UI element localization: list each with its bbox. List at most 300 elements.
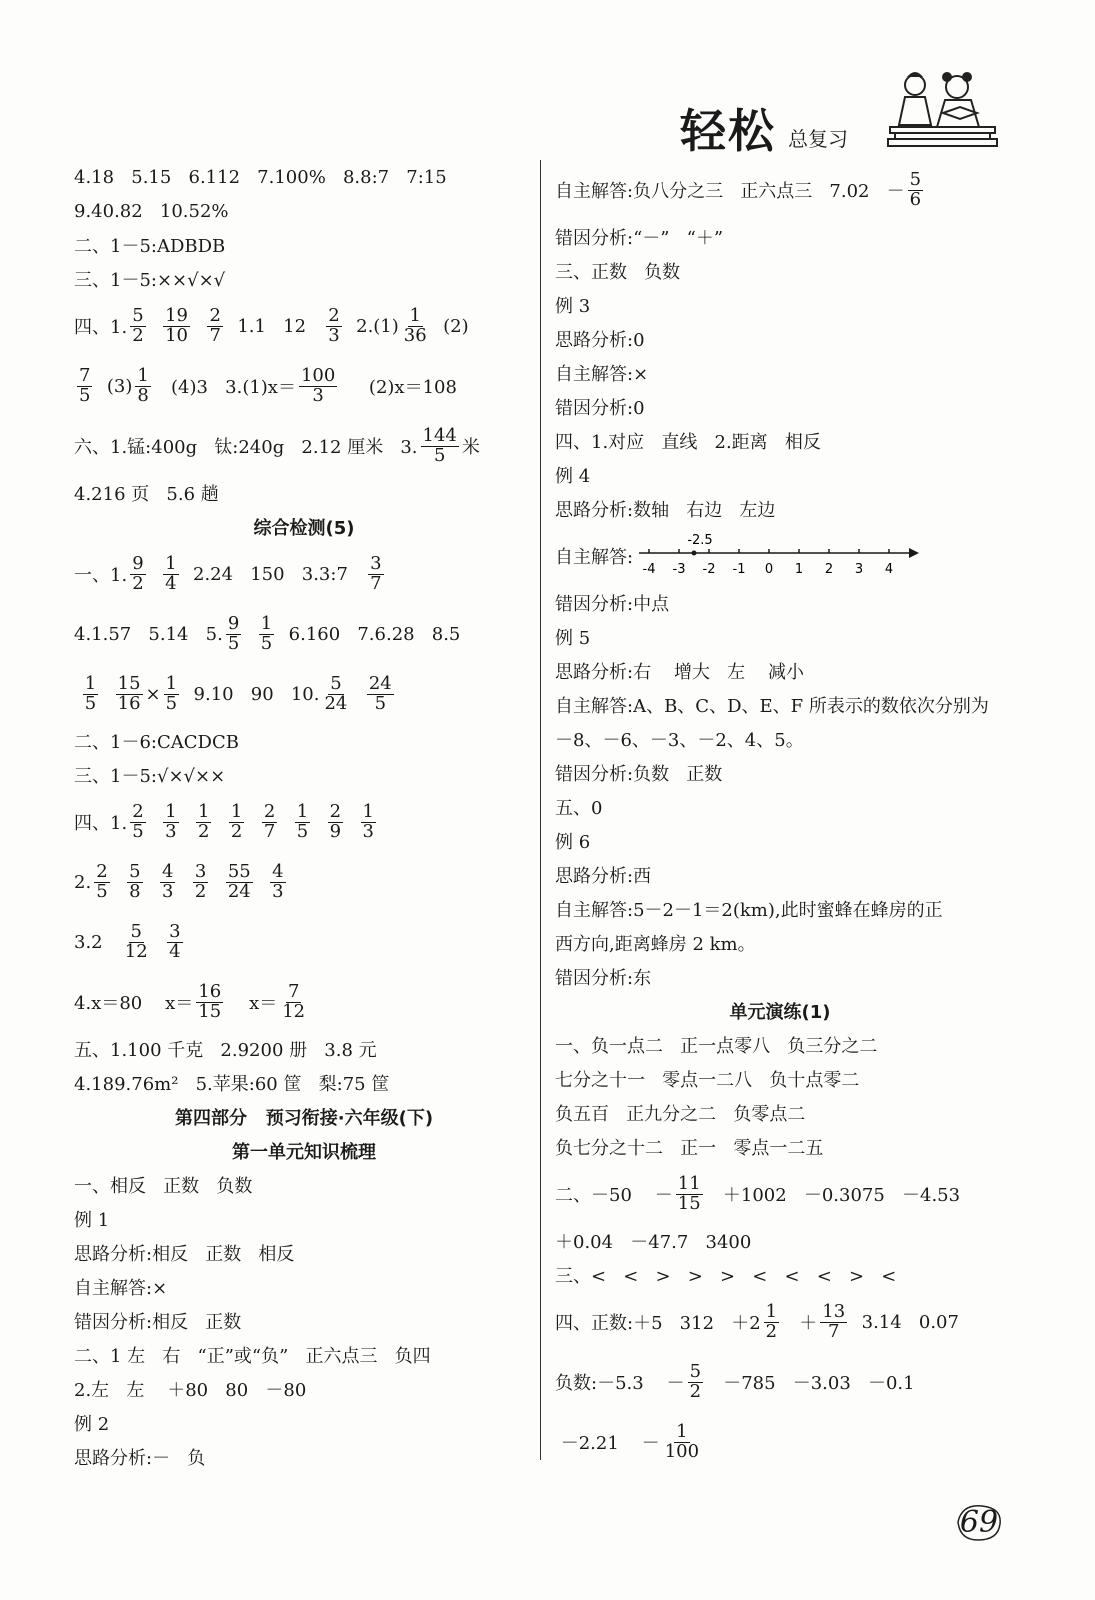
answer-text: 9.40.82 10.52%	[74, 200, 229, 222]
answer-line	[555, 322, 1005, 356]
fraction-denominator: 5	[433, 444, 446, 466]
answer-text: (3)	[95, 375, 133, 397]
answer-text: 负七分之十二 正一 零点一二五	[555, 1138, 824, 1159]
fraction-denominator: 3	[312, 384, 324, 406]
fraction-numerator: 3	[370, 552, 382, 574]
answer-text: (2)x＝108	[340, 377, 457, 398]
answer-line	[74, 1406, 534, 1440]
fraction-denominator: 2	[132, 572, 144, 594]
fraction	[820, 1300, 847, 1342]
answer-text: 单元演练(1)	[729, 1002, 831, 1023]
answer-line	[74, 296, 534, 356]
answer-text	[352, 684, 363, 705]
number-line-tick-label: -2	[702, 562, 716, 577]
fraction-denominator: 6	[909, 188, 922, 210]
answer-text: 错因分析:中点	[555, 594, 670, 615]
fraction	[160, 860, 175, 902]
answer-text: 四、1.对应 直线 2.距离 相反	[555, 432, 821, 453]
fraction-denominator: 4	[169, 940, 181, 962]
answer-text: 四、1.	[74, 317, 128, 338]
answer-text	[149, 316, 160, 337]
fraction-numerator: 1	[676, 1420, 688, 1442]
fraction-numerator: 4	[272, 860, 284, 882]
fraction-numerator: 7	[287, 980, 300, 1002]
fraction	[368, 552, 383, 594]
fraction-denominator: 7	[209, 324, 221, 346]
fraction-numerator: 3	[194, 860, 207, 882]
fraction-numerator: 1	[765, 1300, 778, 1322]
answer-line	[555, 1028, 1005, 1062]
answer-line	[555, 926, 1005, 960]
answer-line	[555, 688, 1005, 722]
answer-line	[74, 194, 534, 228]
fraction	[163, 304, 190, 346]
number-line-point	[692, 551, 697, 556]
fraction-numerator: 3	[169, 920, 181, 942]
fraction-numerator: 9	[227, 612, 240, 634]
answer-line	[555, 160, 1005, 220]
answer-text: 6.160 7.6.28 8.5	[277, 623, 461, 645]
section-heading	[555, 994, 1005, 1028]
answer-text	[211, 872, 222, 893]
fraction-numerator: 55	[227, 860, 251, 882]
answer-text: 四、1.	[74, 813, 128, 834]
answer-line	[74, 1032, 534, 1066]
answer-line	[74, 160, 534, 194]
fraction-numerator: 19	[165, 304, 188, 326]
answer-text: 4.x＝80 x＝	[74, 993, 194, 1014]
answer-text: 西方向,距离蜂房 2 km。	[555, 934, 756, 955]
answer-text	[247, 812, 258, 833]
fraction-denominator: 2	[689, 1380, 702, 1402]
answer-text: 负数:－5.3 －	[555, 1373, 685, 1394]
answer-text	[178, 872, 189, 893]
answer-text: 3.14 0.07	[850, 1311, 959, 1333]
fraction-denominator: 2	[230, 820, 243, 842]
answer-text	[346, 812, 357, 833]
fraction-denominator: 5	[260, 632, 273, 654]
answer-text: 思路分析:西	[555, 866, 652, 887]
fraction	[163, 800, 178, 842]
reading-children-illustration	[885, 65, 1000, 157]
answer-text: ＋	[782, 1313, 818, 1334]
number-line-tick-label: 4	[884, 562, 894, 577]
fraction-denominator: 3	[362, 820, 374, 842]
fraction-numerator: 13	[822, 1300, 846, 1322]
fraction-denominator: 7	[828, 1320, 840, 1342]
answer-text: x＝	[226, 993, 278, 1014]
answer-line	[74, 912, 534, 972]
fraction-denominator: 5	[96, 880, 108, 902]
answer-line	[555, 526, 1005, 586]
fraction	[676, 1172, 703, 1214]
answer-text: 自主解答:×	[74, 1278, 168, 1299]
fraction-numerator: 24	[368, 672, 392, 694]
answer-text: ＋0.04 －47.7 3400	[555, 1232, 752, 1253]
fraction-denominator: 16	[117, 692, 141, 714]
answer-text	[182, 812, 193, 833]
answer-text: 五、1.100 千克 2.9200 册 3.8 元	[74, 1040, 377, 1061]
fraction	[163, 552, 178, 594]
section-heading	[74, 510, 534, 544]
answer-text: 二、1 左 右 “正”或“负” 正六点三 负四	[74, 1346, 431, 1367]
book-subtitle: 总复习	[788, 127, 848, 151]
answer-text	[149, 812, 160, 833]
answer-line	[555, 1352, 1005, 1412]
answer-line	[74, 852, 534, 912]
section-heading	[74, 1100, 534, 1134]
answer-text: 二、1－5:ADBDB	[74, 236, 226, 257]
number-line-tick-label: -1	[732, 562, 746, 577]
answer-text	[193, 316, 204, 337]
fraction-denominator: 5	[165, 692, 178, 714]
fraction	[135, 364, 150, 406]
fraction-denominator: 15	[677, 1192, 701, 1214]
answer-line	[74, 604, 534, 664]
answer-text: 错因分析:负数 正数	[555, 764, 723, 785]
section-heading	[74, 1134, 534, 1168]
answer-text: 错因分析:“－” “＋”	[555, 228, 724, 249]
book-header	[670, 55, 1000, 165]
fraction	[130, 800, 145, 842]
answer-line	[555, 1062, 1005, 1096]
fraction	[226, 860, 253, 902]
answer-line	[555, 960, 1005, 994]
answer-line	[555, 390, 1005, 424]
answer-line	[555, 892, 1005, 926]
answer-text: ＋1002 －0.3075 －4.53	[705, 1185, 961, 1206]
book-title: 轻松	[680, 104, 776, 158]
page-number: 69	[959, 1504, 999, 1540]
fraction-numerator: 1	[137, 364, 149, 386]
answer-text: 4.216 页 5.6 趟	[74, 484, 219, 505]
fraction	[130, 304, 145, 346]
answer-text	[280, 812, 291, 833]
answer-text: ×	[145, 683, 161, 705]
fraction-numerator: 1	[296, 800, 309, 822]
fraction-denominator: 5	[84, 692, 97, 714]
fraction-numerator: 1	[409, 304, 421, 326]
answer-line	[555, 620, 1005, 654]
answer-line	[555, 824, 1005, 858]
fraction-numerator: 2	[132, 800, 144, 822]
fraction	[77, 364, 92, 406]
number-line-tick-label: 2	[824, 562, 834, 577]
fraction-numerator: 5	[129, 860, 141, 882]
answer-line	[74, 1440, 534, 1474]
answer-line	[74, 1372, 534, 1406]
answer-text: 2.	[74, 871, 92, 893]
fraction-numerator: 2	[209, 304, 221, 326]
answer-text: 思路分析:相反 正数 相反	[74, 1244, 295, 1265]
answer-text: 自主解答:×	[555, 364, 649, 385]
fraction	[322, 672, 349, 714]
answer-text: 四、正数:＋5 312 ＋2	[555, 1313, 761, 1334]
answer-line	[74, 1202, 534, 1236]
fraction	[299, 364, 337, 406]
fraction	[196, 800, 211, 842]
fraction-denominator: 4	[165, 572, 177, 594]
answer-text: 2.左 左 ＋80 80 －80	[74, 1380, 307, 1401]
answer-text	[74, 684, 80, 705]
fraction-denominator: 5	[374, 692, 387, 714]
answer-text: －8、－6、－3、－2、4、5。	[555, 730, 804, 751]
fraction	[908, 168, 923, 210]
answer-line	[74, 724, 534, 758]
fraction-numerator: 1	[198, 800, 210, 822]
fraction	[164, 672, 179, 714]
answer-line	[74, 1338, 534, 1372]
fraction-numerator: 2	[96, 860, 108, 882]
fraction	[280, 980, 307, 1022]
fraction-denominator: 2	[198, 820, 210, 842]
answer-text: 一、1.	[74, 565, 128, 586]
page-number-badge	[952, 1500, 1006, 1544]
answer-text: 1.1 12	[225, 315, 324, 337]
fraction-denominator: 12	[124, 940, 148, 962]
fraction	[688, 1360, 703, 1402]
answer-text: 三、1－5:××√×√	[74, 270, 226, 291]
fraction-numerator: 1	[165, 800, 177, 822]
answer-text: －785 －3.03 －0.1	[706, 1373, 915, 1394]
fraction-numerator: 5	[330, 672, 342, 694]
answer-line	[555, 858, 1005, 892]
fraction-denominator: 5	[132, 820, 144, 842]
answer-line	[74, 758, 534, 792]
answer-line	[74, 1066, 534, 1100]
fraction-numerator: 16	[198, 980, 222, 1002]
answer-text	[153, 932, 164, 953]
answer-line	[555, 756, 1005, 790]
answer-line	[555, 288, 1005, 322]
answer-line	[74, 356, 534, 416]
fraction	[130, 552, 145, 594]
answer-text: 五、0	[555, 798, 603, 819]
fraction-denominator: 24	[227, 880, 251, 902]
answer-text: 例 2	[74, 1414, 110, 1435]
fraction-numerator: 144	[422, 424, 457, 446]
answer-text	[313, 812, 324, 833]
fraction-numerator: 2	[328, 304, 340, 326]
fraction	[326, 304, 341, 346]
fraction-denominator: 9	[329, 820, 342, 842]
answer-line	[555, 722, 1005, 756]
answer-text: 自主解答:负八分之三 正六点三 7.02 －	[555, 181, 905, 202]
answer-text: 思路分析:0	[555, 330, 645, 351]
fraction	[361, 800, 376, 842]
fraction	[262, 800, 277, 842]
fraction-denominator: 3	[328, 324, 340, 346]
answer-text: 综合检测(5)	[253, 518, 355, 539]
answer-text: 3.2	[74, 931, 120, 953]
answer-text: 思路分析:数轴 右边 左边	[555, 500, 776, 521]
answer-text: 4.1.57 5.14 5.	[74, 623, 223, 645]
answer-line	[74, 972, 534, 1032]
answer-line	[555, 1412, 1005, 1472]
answer-line	[74, 1236, 534, 1270]
answer-text: －2.21 －	[555, 1433, 660, 1454]
fraction-denominator: 8	[129, 880, 141, 902]
number-line-tick-label: 3	[854, 562, 864, 577]
answer-text: 七分之十一 零点一二八 负十点零二	[555, 1070, 860, 1091]
answer-text: 思路分析:右 增大 左 减小	[555, 662, 805, 683]
answer-line	[555, 654, 1005, 688]
answer-text: 错因分析:相反 正数	[74, 1312, 242, 1333]
fraction-denominator: 24	[324, 692, 348, 714]
fraction	[127, 860, 142, 902]
answer-line	[74, 544, 534, 604]
fraction	[229, 800, 244, 842]
fraction-denominator: 2	[132, 324, 144, 346]
fraction-denominator: 7	[370, 572, 382, 594]
answer-text: 2.(1)	[344, 315, 399, 337]
answer-text: 二、1－6:CACDCB	[74, 732, 239, 753]
answer-line	[555, 586, 1005, 620]
fraction-numerator: 1	[362, 800, 374, 822]
number-line	[637, 533, 922, 579]
fraction-denominator: 10	[165, 324, 188, 346]
answer-line	[74, 792, 534, 852]
fraction-numerator: 5	[132, 304, 144, 326]
fraction-numerator: 1	[84, 672, 97, 694]
answer-text: 六、1.锰:400g 钛:240g 2.12 厘米 3.	[74, 437, 418, 458]
answer-text	[113, 872, 124, 893]
answer-line	[74, 228, 534, 262]
answer-line	[555, 1164, 1005, 1224]
fraction-denominator: 100	[664, 1440, 700, 1462]
fraction	[226, 612, 241, 654]
answer-text: 二、－50 －	[555, 1185, 673, 1206]
fraction	[83, 672, 98, 714]
answer-line	[74, 1304, 534, 1338]
number-line-tick-label: 1	[794, 562, 804, 577]
fraction	[663, 1420, 701, 1462]
fraction-numerator: 1	[260, 612, 273, 634]
fraction	[270, 860, 285, 902]
fraction-numerator: 7	[79, 364, 91, 386]
answer-line	[74, 1270, 534, 1304]
answer-text: (2)	[431, 315, 469, 337]
fraction-denominator: 5	[79, 384, 91, 406]
column-divider	[540, 160, 541, 1460]
fraction-denominator: 8	[137, 384, 149, 406]
answer-line	[555, 492, 1005, 526]
answer-line	[555, 254, 1005, 288]
fraction-denominator: 3	[272, 880, 284, 902]
answer-text: 例 6	[555, 832, 591, 853]
answer-text: 三、1－5:√×√××	[74, 766, 226, 787]
fraction-denominator: 36	[403, 324, 427, 346]
fraction-denominator: 3	[162, 880, 174, 902]
fraction	[94, 860, 109, 902]
fraction-denominator: 7	[263, 820, 276, 842]
fraction	[328, 800, 343, 842]
fraction-numerator: 5	[130, 920, 142, 942]
number-line-tick-label: 0	[764, 562, 774, 577]
fraction-numerator: 1	[165, 672, 178, 694]
answer-line	[74, 664, 534, 724]
fraction	[116, 672, 143, 714]
fraction	[193, 860, 208, 902]
answer-line	[555, 356, 1005, 390]
fraction-denominator: 2	[194, 880, 207, 902]
answer-line	[555, 1224, 1005, 1258]
answer-line	[555, 790, 1005, 824]
answer-line	[74, 1168, 534, 1202]
fraction-denominator: 12	[282, 1000, 306, 1022]
fraction	[207, 304, 222, 346]
fraction	[421, 424, 459, 466]
fraction	[123, 920, 150, 962]
fraction	[367, 672, 394, 714]
number-line-arrow	[909, 548, 919, 558]
fraction	[259, 612, 274, 654]
answer-text: (4)3 3.(1)x＝	[153, 377, 296, 398]
answer-text: 4.189.76m² 5.苹果:60 筐 梨:75 筐	[74, 1074, 390, 1095]
fraction	[402, 304, 429, 346]
answer-text: 例 4	[555, 466, 591, 487]
answer-text: 米	[461, 437, 480, 458]
fraction-numerator: 11	[677, 1172, 701, 1194]
answer-text: 一、相反 正数 负数	[74, 1176, 253, 1197]
fraction-numerator: 5	[689, 1360, 702, 1382]
answer-text: 第四部分 预习衔接·六年级(下)	[174, 1108, 434, 1129]
answer-text: 2.24 150 3.3:7	[181, 563, 366, 585]
right-column	[555, 160, 1005, 1472]
fraction-numerator: 100	[300, 364, 336, 386]
fraction-denominator: 5	[296, 820, 309, 842]
answer-text	[256, 872, 267, 893]
answer-text: 三、< < > > > < < < > <	[555, 1266, 897, 1287]
fraction	[167, 920, 182, 962]
answer-text	[101, 684, 112, 705]
number-line-tick-label: -4	[642, 562, 656, 577]
fraction-numerator: 5	[909, 168, 922, 190]
fraction-numerator: 2	[329, 800, 342, 822]
answer-line	[555, 424, 1005, 458]
answer-text: 自主解答:	[555, 547, 634, 568]
answer-text: 例 1	[74, 1210, 110, 1231]
number-line-point-label: -2.5	[687, 533, 713, 548]
fraction	[295, 800, 310, 842]
fraction-denominator: 15	[198, 1000, 222, 1022]
fraction-numerator: 1	[165, 552, 177, 574]
answer-text: 9.10 90 10.	[182, 683, 320, 705]
answer-line	[555, 220, 1005, 254]
answer-line	[555, 458, 1005, 492]
answer-line	[555, 1096, 1005, 1130]
answer-text	[244, 624, 255, 645]
answer-text: 自主解答:5－2－1＝2(km),此时蜜蜂在蜂房的正	[555, 900, 943, 921]
answer-text: 第一单元知识梳理	[232, 1142, 376, 1163]
answer-text: 例 3	[555, 296, 591, 317]
answer-text	[149, 564, 160, 585]
answer-text: 三、正数 负数	[555, 262, 681, 283]
fraction-numerator: 4	[162, 860, 174, 882]
answer-text: 负五百 正九分之二 负零点二	[555, 1104, 806, 1125]
fraction-numerator: 15	[117, 672, 141, 694]
fraction-numerator: 2	[263, 800, 276, 822]
answer-line	[74, 416, 534, 476]
fraction-denominator: 3	[165, 820, 177, 842]
answer-line	[74, 476, 534, 510]
left-column	[74, 160, 534, 1474]
fraction-numerator: 1	[230, 800, 243, 822]
answer-line	[555, 1130, 1005, 1164]
answer-text: 自主解答:A、B、C、D、E、F 所表示的数依次分别为	[555, 696, 989, 717]
answer-text: 思路分析:－ 负	[74, 1448, 206, 1469]
answer-text: 例 5	[555, 628, 591, 649]
